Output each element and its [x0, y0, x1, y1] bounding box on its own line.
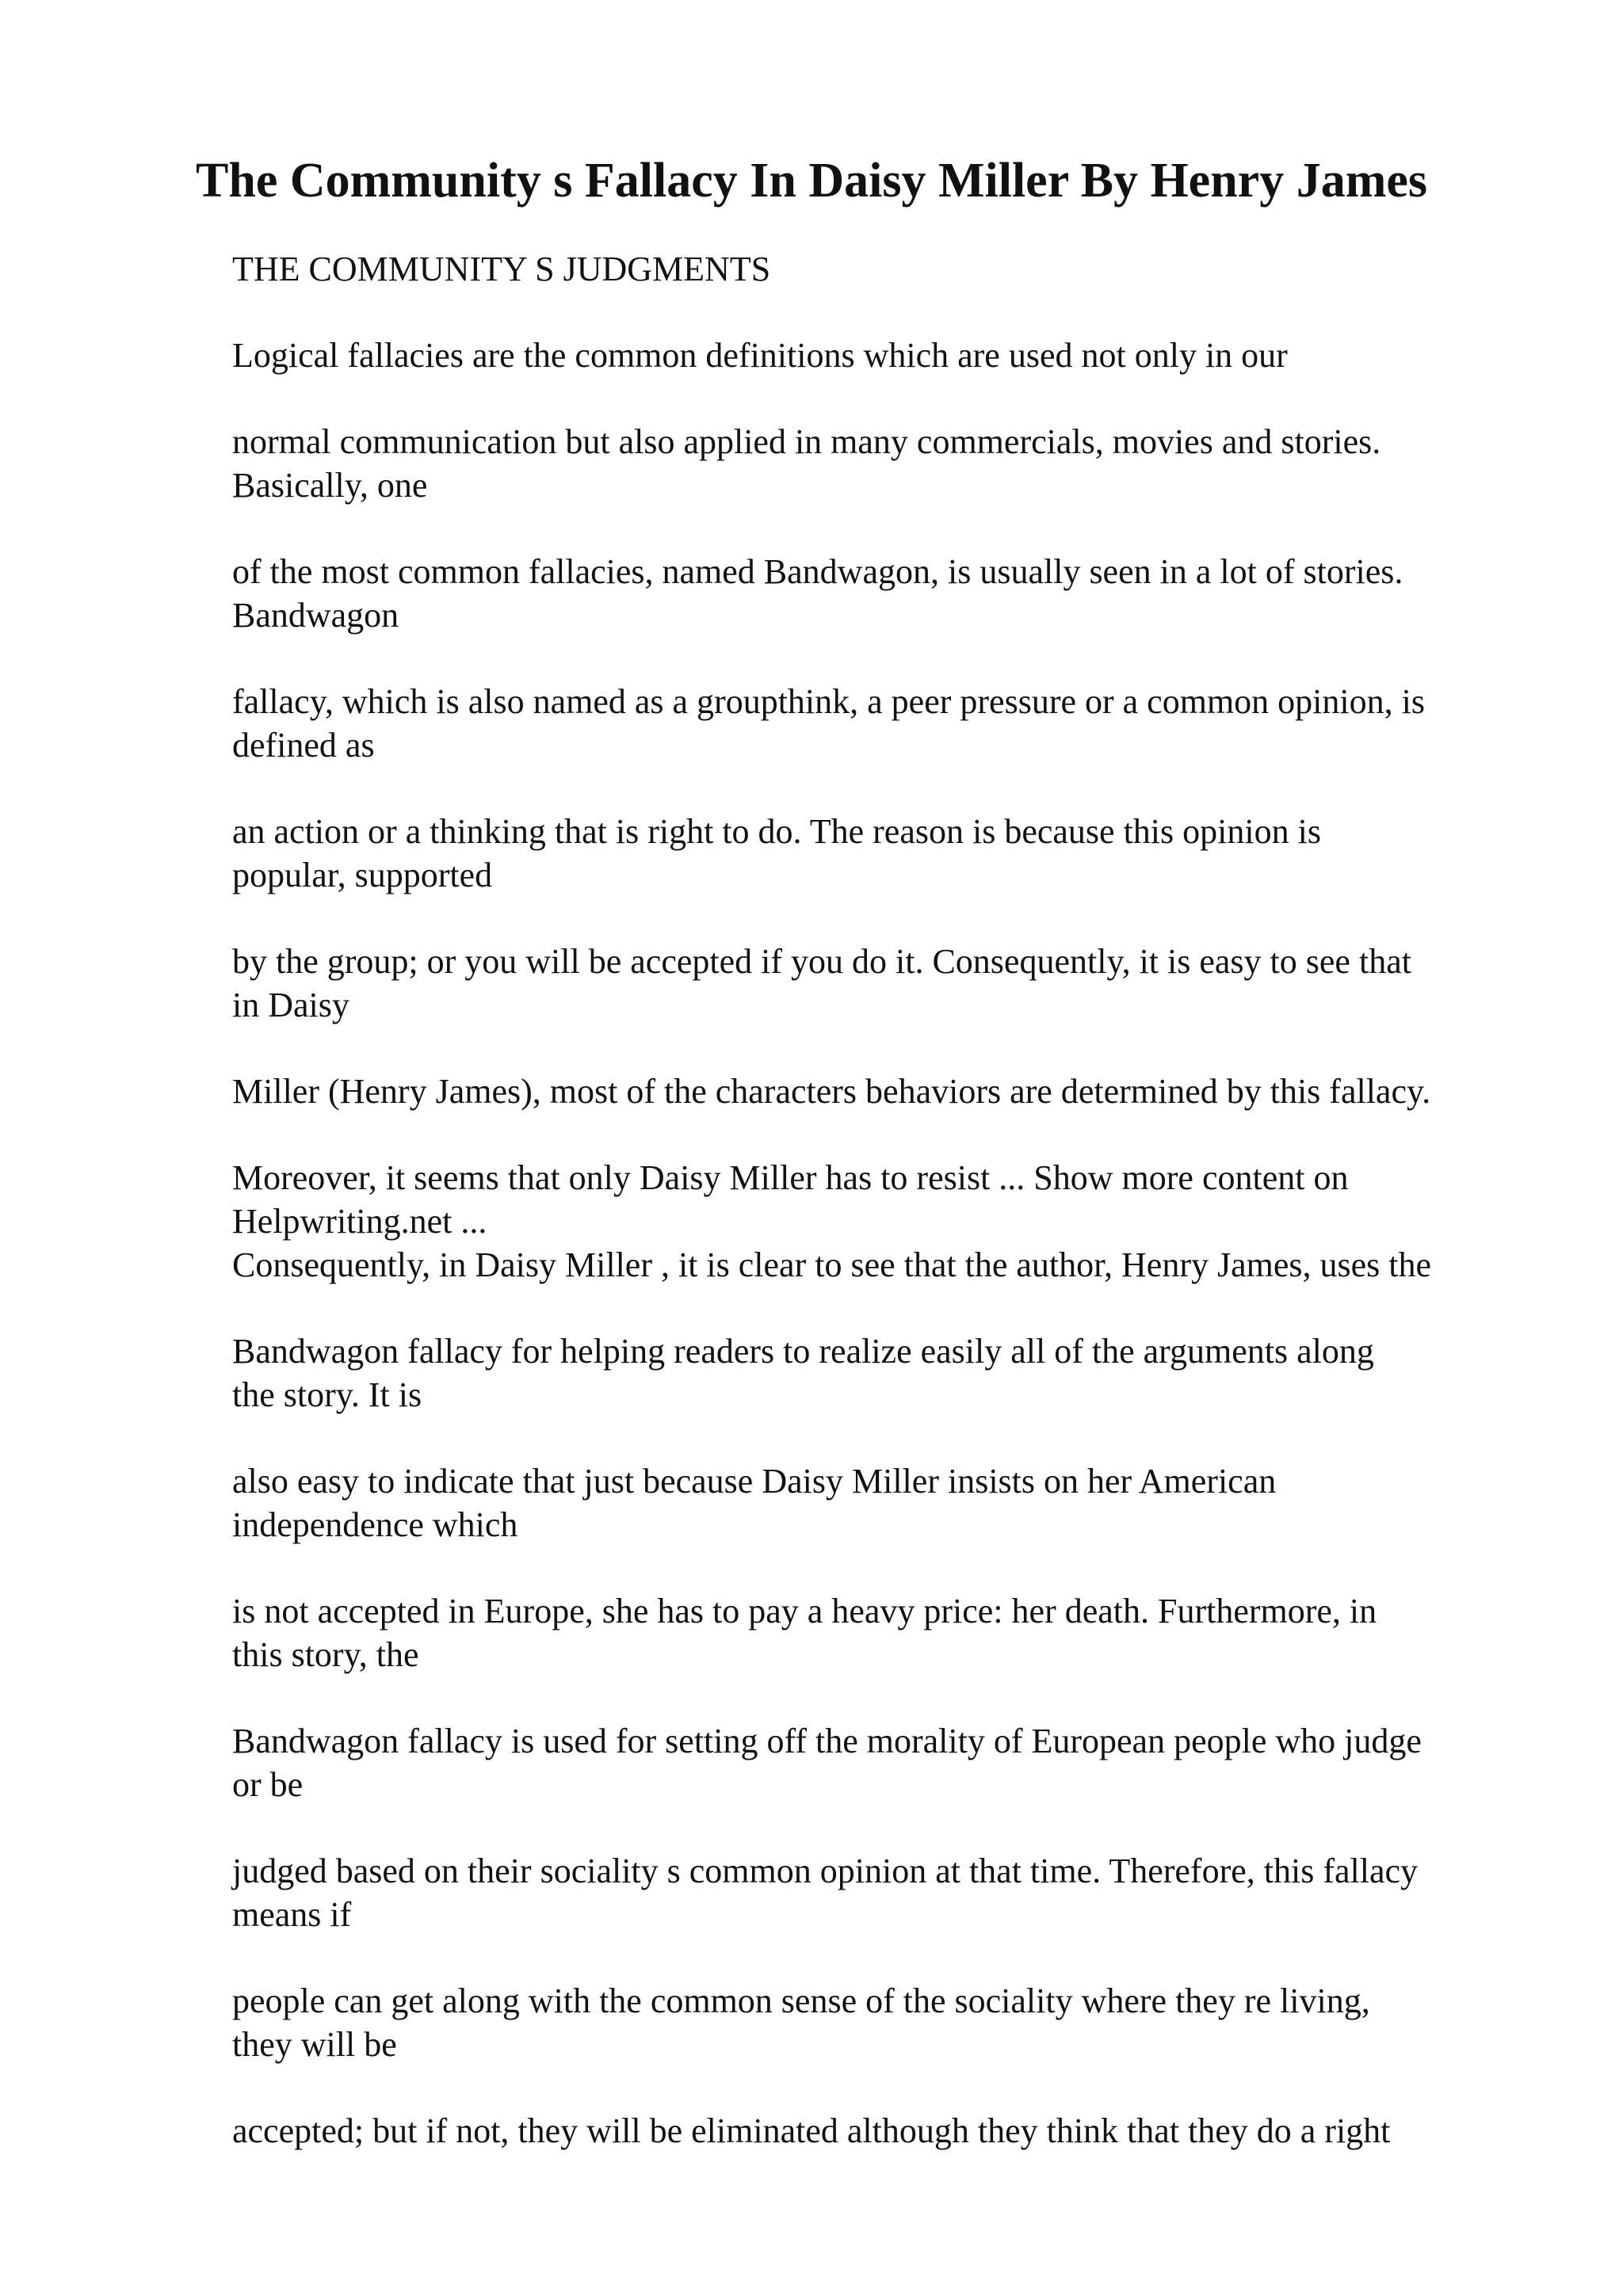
paragraph: is not accepted in Europe, she has to pay a heavy price: her death. Furthermore, in this story, the [232, 1592, 1377, 1674]
paragraph: Consequently, in Daisy Miller , it is clear to see that the author, Henry James, uses the [232, 1245, 1432, 1284]
document-body [232, 247, 1548, 2195]
paragraph: Logical fallacies are the common definitions which are used not only in our [232, 336, 1288, 375]
paragraph: judged based on their sociality s common opinion at that time. Therefore, this fallacy means if [232, 1852, 1419, 1934]
section-heading: THE COMMUNITY S JUDGMENTS [232, 250, 771, 288]
paragraph: accepted; but if not, they will be eliminated although they think that they do a right [232, 2111, 1391, 2150]
document-title: The Community s Fallacy In Daisy Miller By Henry James [196, 154, 1427, 208]
paragraph: people can get along with the common sense of the sociality where they re living, they will be [232, 1981, 1370, 2064]
paragraph: an action or a thinking that is right to do. The reason is because this opinion is popular, supported [232, 812, 1321, 894]
paragraph: by the group; or you will be accepted if you do it. Consequently, it is easy to see that in Daisy [232, 942, 1411, 1024]
paragraph: fallacy, which is also named as a groupthink, a peer pressure or a common opinion, is defined as [232, 682, 1425, 765]
paragraph: normal communication but also applied in many commercials, movies and stories. Basically, one [232, 422, 1381, 505]
paragraph-show-more: Moreover, it seems that only Daisy Miller has to resist ... Show more content on Helpwriting.net ... [232, 1158, 1349, 1241]
paragraph: also easy to indicate that just because Daisy Miller insists on her American independence which [232, 1462, 1277, 1544]
paragraph: Bandwagon fallacy for helping readers to realize easily all of the arguments along the story. It is [232, 1332, 1374, 1414]
paragraph: Miller (Henry James), most of the characters behaviors are determined by this fallacy. [232, 1072, 1431, 1111]
paragraph: Bandwagon fallacy is used for setting off the morality of European people who judge or be [232, 1722, 1422, 1804]
paragraph: of the most common fallacies, named Bandwagon, is usually seen in a lot of stories. Bandwagon [232, 552, 1403, 635]
